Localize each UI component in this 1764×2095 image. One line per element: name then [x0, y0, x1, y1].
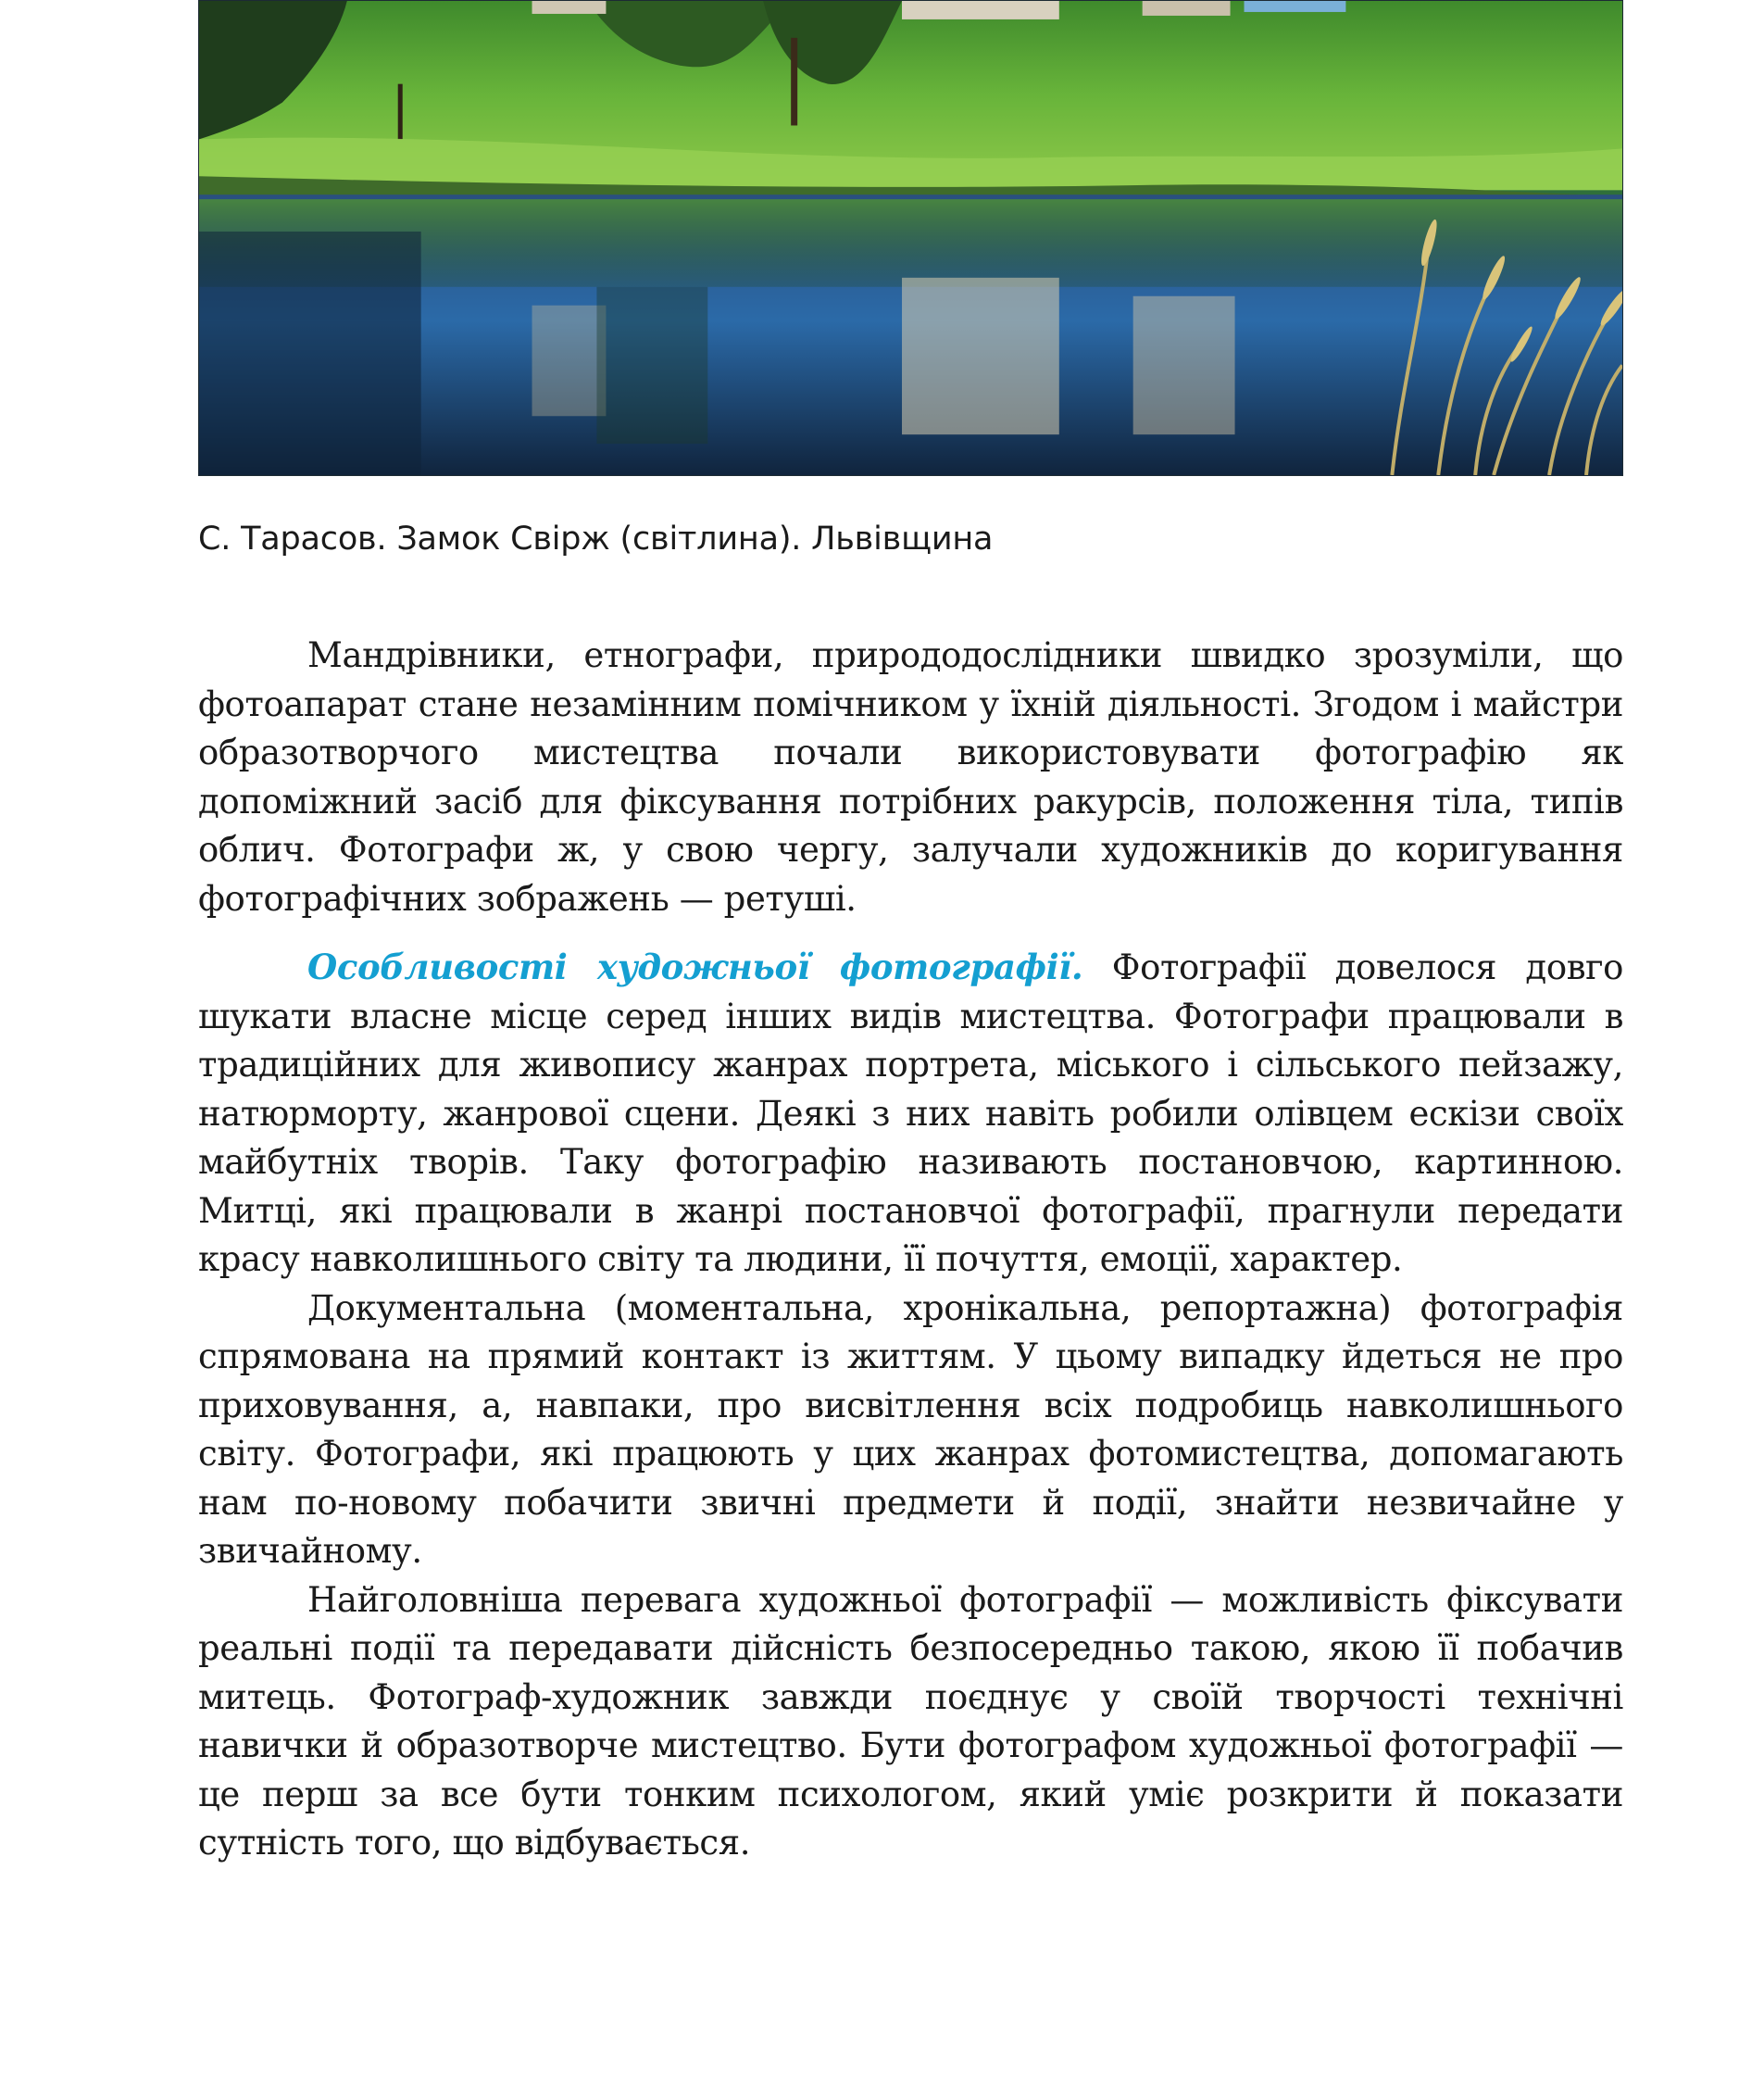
paragraph-travelers [198, 632, 1623, 923]
paragraph-advantage [198, 1576, 1623, 1868]
paragraph-text: Фотографії довелося довго шукати власне місце серед інших видів мистецтва. Фотографи працювали в традиційних для живопису жанрах портрета, міського і сільського пейзажу, натюрморту, жанрової сцени. Деякі з них навіть робили олівцем ескізи своїх майбутніх творів. Таку фотографію називають постановчою, картинною. Митці, які працювали в жанрі постановчої фотографії, прагнули передати красу навколишнього світу та людини, її почуття, емоції, характер. [198, 947, 1623, 1279]
section-heading: Особливості художньої фотографії. [307, 947, 1083, 987]
paragraph-text: Найголовніша перевага художньої фотографії — можливість фіксувати реальні події та передавати дійсність безпосередньо такою, якою її побачив митець. Фотограф-художник завжди поєднує у своїй творчості технічні навички й образотворче мистецтво. Бути фотографом художньої фотографії — це перш за все бути тонким психологом, який уміє розкрити й показати сутність того, що відбувається. [198, 1579, 1623, 1863]
castle-photo [198, 0, 1623, 476]
photo-caption: С. Тарасов. Замок Свірж (світлина). Львівщина [198, 521, 994, 558]
paragraph-text: Документальна (моментальна, хронікальна, репортажна) фотографія спрямована на прямий контакт із життям. У цьому випадку йдеться не про приховування, а, навпаки, про висвітлення всіх подробиць навколишнього світу. Фотографи, які працюють у цих жанрах фотомистецтва, допомагають нам по-новому побачити звичні предмети й події, знайти незвичайне у звичайному. [198, 1287, 1623, 1571]
article-body [198, 632, 1623, 1868]
paragraph-features [198, 943, 1623, 1285]
landscape-illustration [199, 1, 1622, 475]
paragraph-text: Мандрівники, етнографи, природодослідники швидко зрозуміли, що фотоапарат стане незамінним помічником у їхній діяльності. Згодом і майстри образотворчого мистецтва почали використовувати фотографію як допоміжний засіб для фіксування потрібних ракурсів, положення тіла, типів облич. Фотографи ж, у свою чергу, залучали художників до коригування фотографічних зображень — ретуші. [198, 635, 1623, 919]
paragraph-documentary [198, 1285, 1623, 1576]
